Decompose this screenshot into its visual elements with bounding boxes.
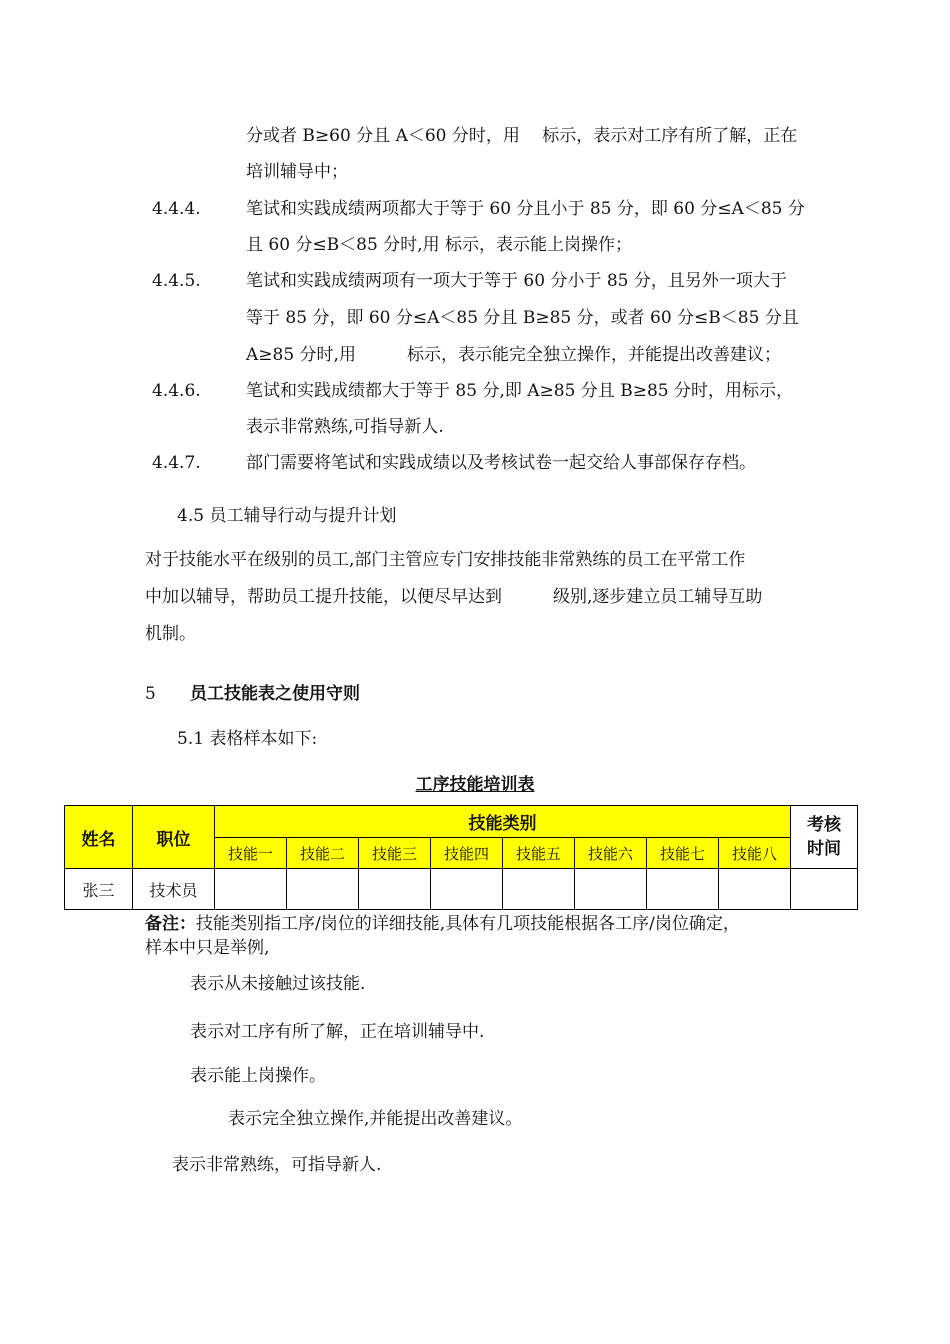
header-skill-category: 技能类别 bbox=[215, 806, 791, 838]
table-title-text: 工序技能培训表 bbox=[415, 775, 535, 795]
header-exam-time bbox=[791, 806, 858, 869]
legend-3: 表示能上岗操作。 bbox=[190, 1066, 326, 1086]
item-445-line-3: A≥85 分时,用 标示，表示能完全独立操作，并能提出改善建议； bbox=[246, 345, 781, 365]
notes-label: 备注： bbox=[145, 914, 196, 934]
item-447-line-1: 部门需要将笔试和实践成绩以及考核试卷一起交给人事部保存存档。 bbox=[246, 453, 756, 473]
item-445-number: 4.4.5. bbox=[152, 271, 201, 291]
item-444-line-1: 笔试和实践成绩两项都大于等于 60 分且小于 85 分，即 60 分≤A＜85 分 bbox=[246, 199, 805, 219]
item-446-line-2: 表示非常熟练,可指导新人. bbox=[246, 417, 444, 437]
notes-text-1: 技能类别指工序/岗位的详细技能,具体有几项技能根据各工序/岗位确定， bbox=[196, 914, 740, 934]
section-45-heading: 4.5 员工辅导行动与提升计划 bbox=[177, 506, 397, 526]
header-skill-5: 技能五 bbox=[503, 838, 575, 869]
section-45-line-3: 机制。 bbox=[145, 624, 196, 644]
legend-1: 表示从未接触过该技能. bbox=[190, 974, 366, 994]
item-445-line-2: 等于 85 分，即 60 分≤A＜85 分且 B≥85 分，或者 60 分≤B＜85 分且 bbox=[246, 308, 799, 328]
cell-skill-6 bbox=[575, 869, 647, 910]
table-title bbox=[0, 770, 950, 795]
cell-skill-7 bbox=[647, 869, 719, 910]
section-45-line-2: 中加以辅导，帮助员工提升技能，以便尽早达到 级别,逐步建立员工辅导互助 bbox=[145, 587, 763, 607]
item-444-number: 4.4.4. bbox=[152, 199, 201, 219]
section-45-line-1: 对于技能水平在级别的员工,部门主管应专门安排技能非常熟练的员工在平常工作 bbox=[145, 550, 746, 570]
section-51-subheading: 5.1 表格样本如下: bbox=[177, 729, 318, 749]
legend-4: 表示完全独立操作,并能提出改善建议。 bbox=[228, 1109, 523, 1129]
header-skill-8: 技能八 bbox=[719, 838, 791, 869]
header-skill-1: 技能一 bbox=[215, 838, 287, 869]
item-443-line-2: 培训辅导中； bbox=[246, 162, 348, 182]
cell-skill-2 bbox=[287, 869, 359, 910]
header-skill-3: 技能三 bbox=[359, 838, 431, 869]
cell-position: 技术员 bbox=[133, 869, 215, 910]
skill-training-table bbox=[64, 805, 858, 910]
cell-skill-1 bbox=[215, 869, 287, 910]
header-skill-6: 技能六 bbox=[575, 838, 647, 869]
table-row bbox=[65, 869, 858, 910]
cell-exam-time bbox=[791, 869, 858, 910]
section-5-number: 5 bbox=[145, 684, 156, 704]
header-name: 姓名 bbox=[65, 806, 133, 869]
cell-skill-3 bbox=[359, 869, 431, 910]
cell-skill-8 bbox=[719, 869, 791, 910]
legend-2: 表示对工序有所了解，正在培训辅导中. bbox=[190, 1022, 485, 1042]
item-444-line-2: 且 60 分≤B＜85 分时,用 标示，表示能上岗操作； bbox=[246, 235, 633, 255]
item-447-number: 4.4.7. bbox=[152, 453, 201, 473]
item-446-number: 4.4.6. bbox=[152, 381, 201, 401]
cell-skill-5 bbox=[503, 869, 575, 910]
header-skill-4: 技能四 bbox=[431, 838, 503, 869]
notes-line-1 bbox=[145, 912, 740, 936]
header-skill-2: 技能二 bbox=[287, 838, 359, 869]
item-443-line-1: 分或者 B≥60 分且 A＜60 分时，用 标示，表示对工序有所了解，正在 bbox=[246, 126, 798, 146]
notes-line-2: 样本中只是举例, bbox=[145, 938, 270, 958]
section-5-heading: 员工技能表之使用守则 bbox=[190, 684, 360, 704]
header-skill-7: 技能七 bbox=[647, 838, 719, 869]
legend-5: 表示非常熟练，可指导新人. bbox=[172, 1155, 382, 1175]
cell-name: 张三 bbox=[65, 869, 133, 910]
item-446-line-1: 笔试和实践成绩都大于等于 85 分,即 A≥85 分且 B≥85 分时，用标示， bbox=[246, 381, 793, 401]
header-exam-time-line-1: 考核 bbox=[807, 815, 841, 835]
cell-skill-4 bbox=[431, 869, 503, 910]
header-position: 职位 bbox=[133, 806, 215, 869]
header-exam-time-line-2: 时间 bbox=[807, 839, 841, 859]
item-445-line-1: 笔试和实践成绩两项有一项大于等于 60 分小于 85 分，且另外一项大于 bbox=[246, 271, 787, 291]
